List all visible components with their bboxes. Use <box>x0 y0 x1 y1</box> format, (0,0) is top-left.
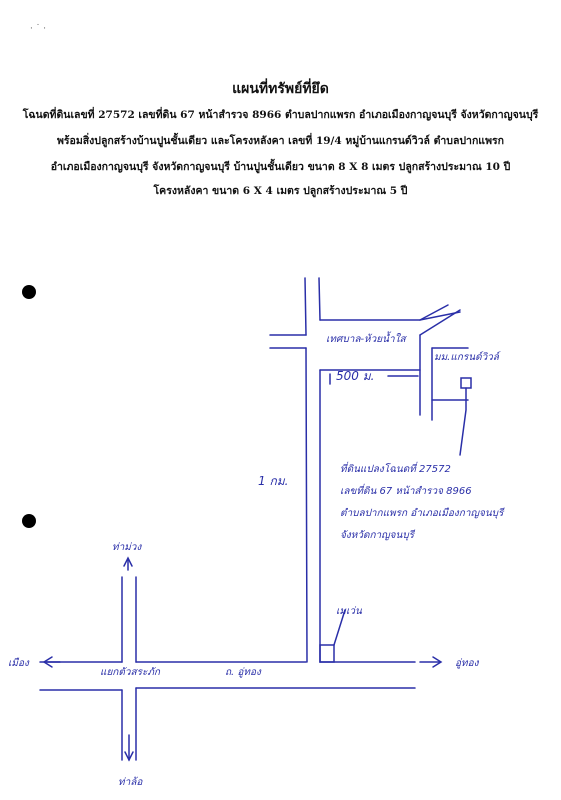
main-road-label: ถ. อู่ทอง <box>225 667 261 678</box>
distance-500-label: 500 ม. <box>336 369 375 383</box>
parcel-marker-box <box>461 378 471 388</box>
corner-store-label: เมเว่น <box>336 606 362 617</box>
vertical-road-top-right-edge <box>319 278 320 320</box>
deed-description-line-4: โครงหลังคา ขนาด 6 X 4 เมตร ปลูกสร้างประมาณ 5 ปี <box>153 185 408 197</box>
village-branch-ne <box>420 310 460 335</box>
corner-store-box <box>320 645 334 662</box>
parcel-note-line-2: เลขที่ดิน 67 หน้าสำรวจ 8966 <box>340 486 472 497</box>
deed-description-line-1: โฉนดที่ดินเลขที่ 27572 เลขที่ดิน 67 หน้าสำรวจ 8966 ตำบลปากแพรก อำเภอเมืองกาญจนบุรี จังหวัดกาญจนบุรี <box>22 109 539 121</box>
distance-1km-label: 1 กม. <box>258 474 289 488</box>
vertical-road-left-edge <box>306 348 307 662</box>
document-title: แผนที่ทรัพย์ที่ยึด <box>232 81 329 97</box>
intersection-label: แยกตัวสระภัก <box>100 667 160 678</box>
deed-description-line-3: อำเภอเมืองกาญจนบุรี จังหวัดกาญจนบุรี บ้านปูนชั้นเดียว ขนาด 8 X 8 เมตร ปลูกสร้างประมาณ 10 ปี <box>50 161 511 173</box>
parcel-note-line-3: ตำบลปากแพรก อำเภอเมืองกาญจนบุรี <box>340 508 504 519</box>
vertical-road-top-left-edge <box>305 278 306 335</box>
east-destination-label: อู่ทอง <box>455 658 479 669</box>
south-destination-label: ท่าล้อ <box>118 777 143 788</box>
parcel-note-line-4: จังหวัดกาญจนบุรี <box>340 530 415 541</box>
road-label-top: เทศบาล-ห้วยน้ำใส <box>326 334 406 345</box>
village-road-top-edge <box>320 312 460 320</box>
parcel-pointer-line <box>460 388 466 455</box>
scan-specks: · ˙ · <box>30 24 46 34</box>
west-destination-label: เมือง <box>8 658 29 669</box>
deed-description-line-2: พร้อมสิ่งปลูกสร้างบ้านปูนชั้นเดียว และโครงหลังคา เลขที่ 19/4 หมู่บ้านแกรนด์วิวล์ ตำบลปากแพรก <box>56 135 504 147</box>
village-label: มม.แกรนด์วิวล์ <box>434 352 499 363</box>
parcel-note-line-1: ที่ดินแปลงโฉนดที่ 27572 <box>340 464 451 475</box>
north-destination-label: ท่าม่วง <box>112 542 142 553</box>
